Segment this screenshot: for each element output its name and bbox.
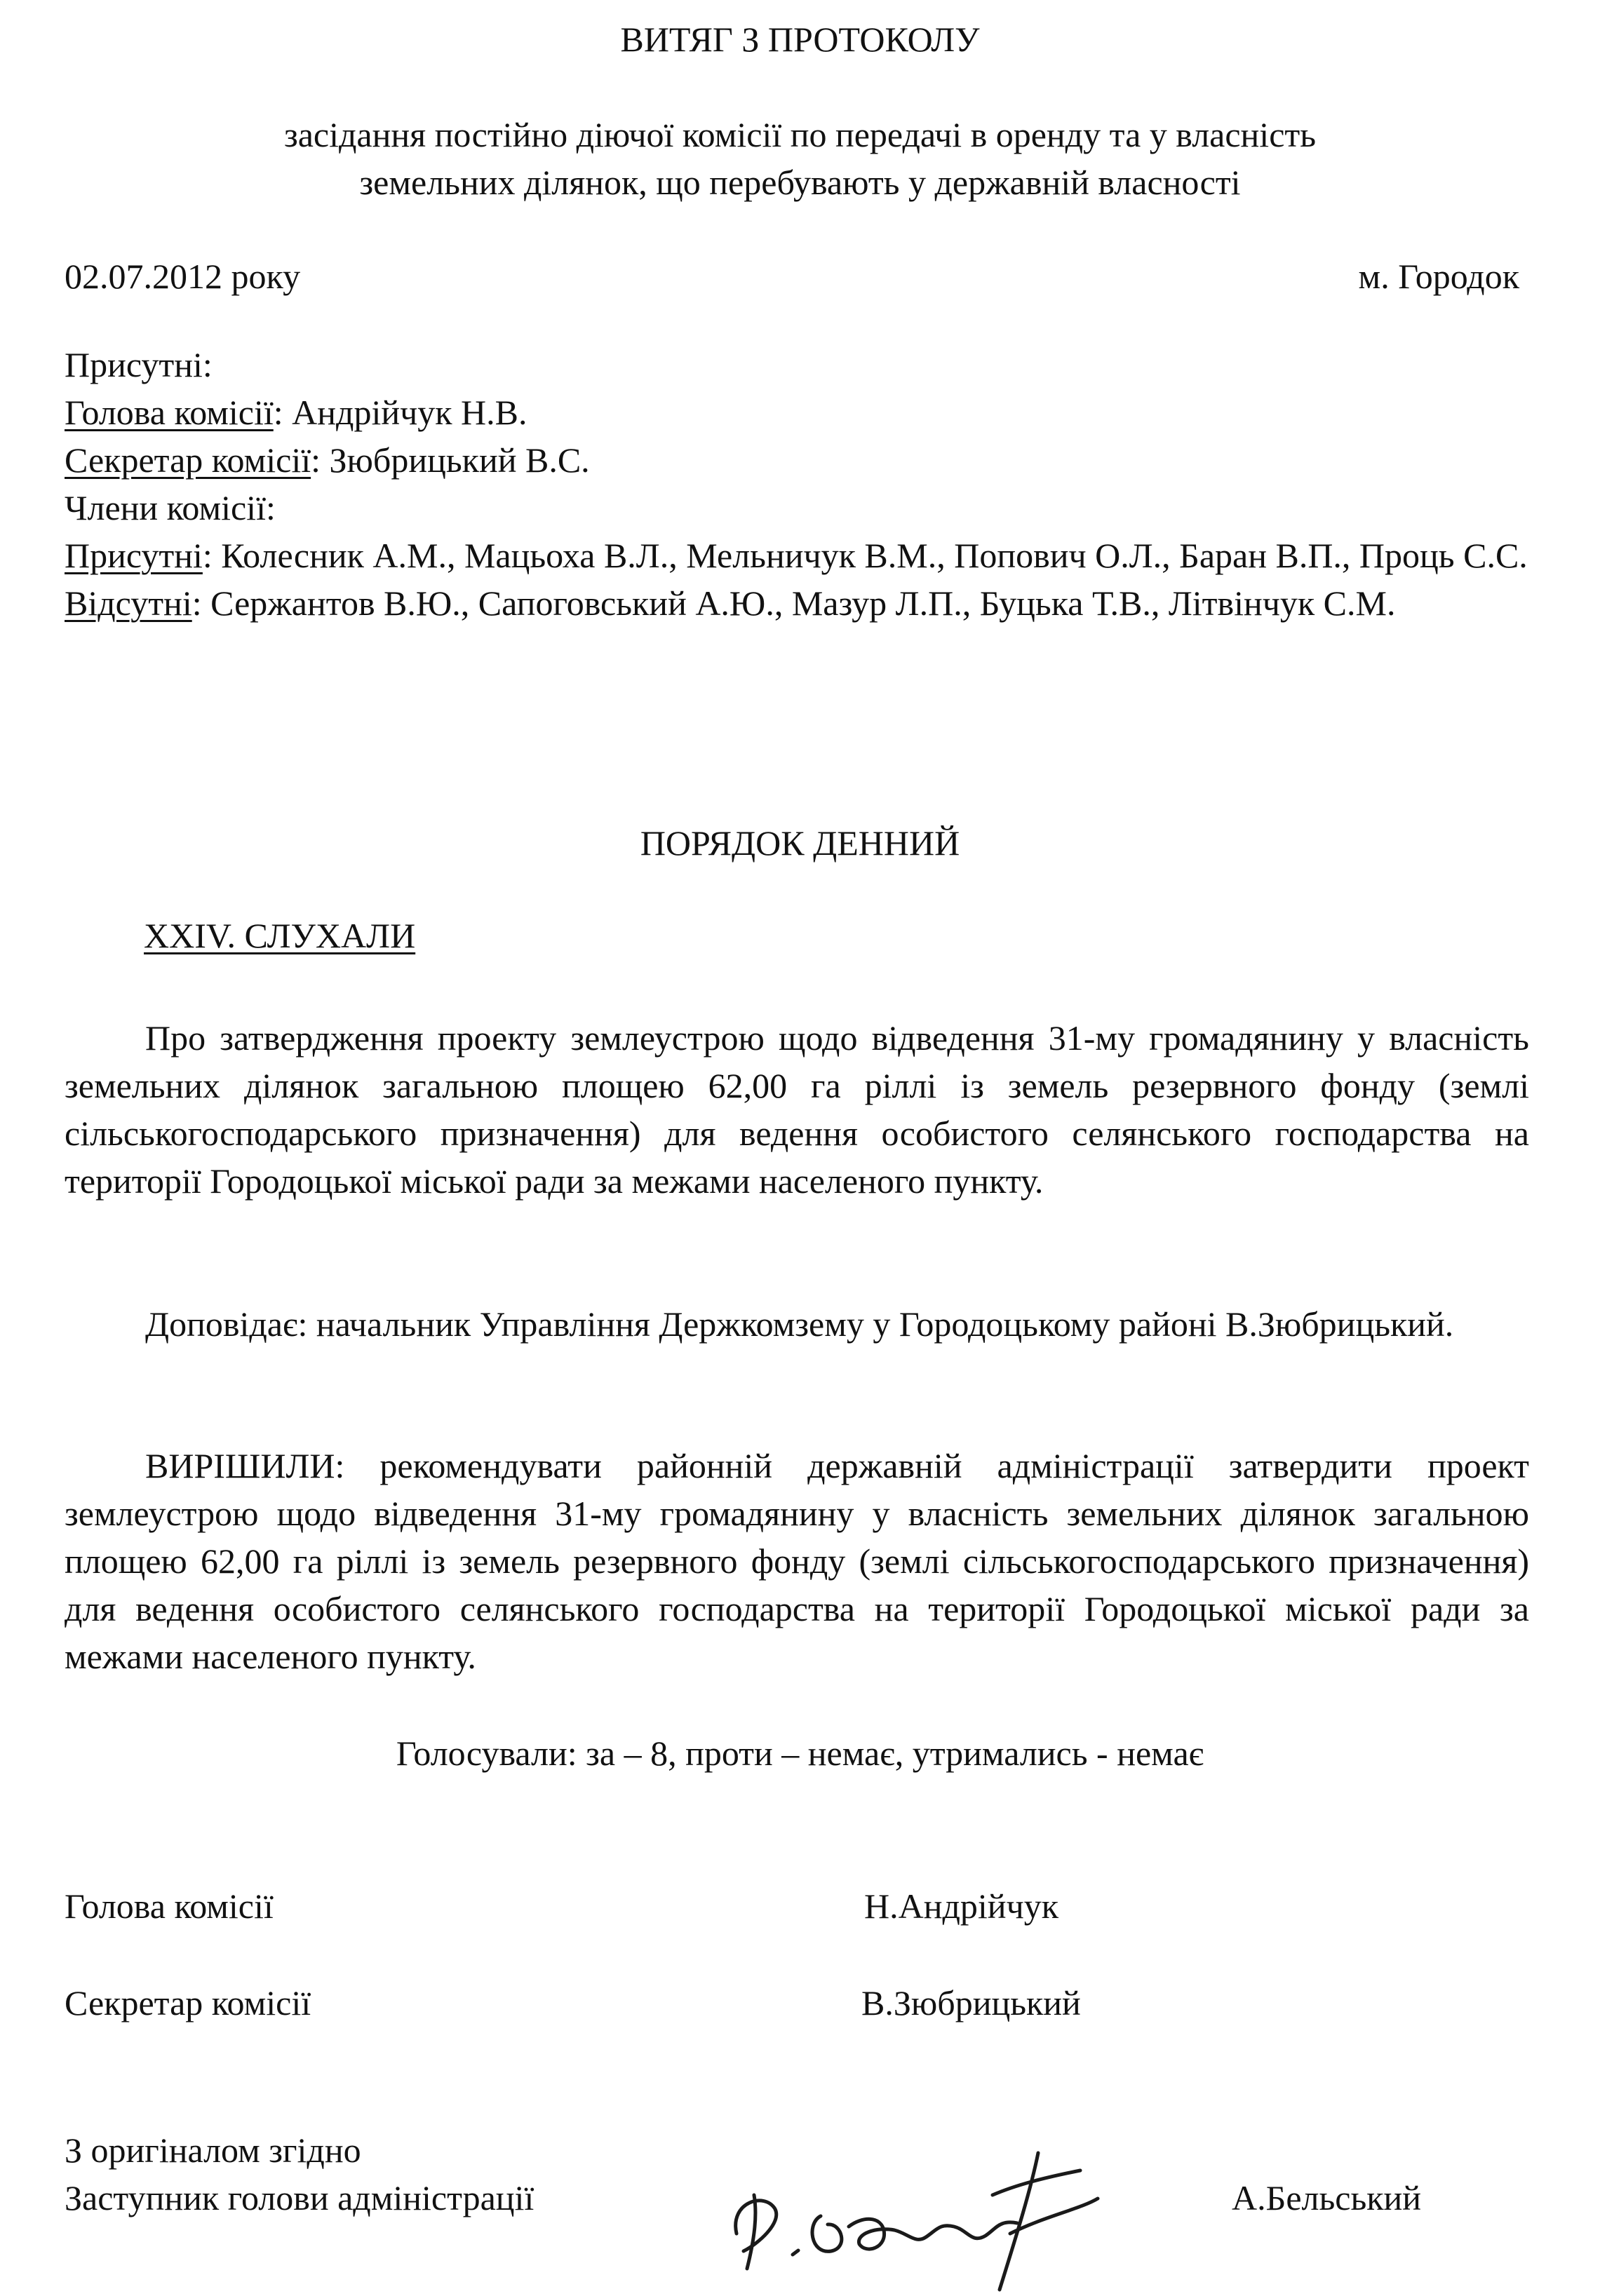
present-heading: Присутні: (65, 345, 213, 384)
deputy-name: А.Бельський (1232, 2178, 1422, 2217)
chair-line (65, 389, 1529, 436)
document-subtitle-line2: земельних ділянок, що перебувають у державній власності (359, 163, 1241, 202)
members-absent-label: Відсутні (65, 583, 192, 623)
agenda-item-heading: XXIV. СЛУХАЛИ (144, 916, 416, 955)
meeting-date: 02.07.2012 року (65, 257, 301, 296)
secretary-line (65, 436, 1529, 484)
vote-result: Голосували: за – 8, проти – немає, утримались - немає (396, 1734, 1204, 1773)
secretary-label: Секретар комісії (65, 440, 311, 480)
document-title: ВИТЯГ З ПРОТОКОЛУ (620, 20, 980, 59)
secretary-value: : Зюбрицький В.С. (311, 440, 590, 480)
agenda-heading: ПОРЯДОК ДЕННИЙ (640, 823, 960, 863)
meeting-place: м. Городок (1358, 257, 1519, 296)
certified-line2: Заступник голови адміністрації (65, 2178, 535, 2217)
members-absent-line (65, 579, 1529, 627)
document-subtitle-line1: засідання постійно діючої комісії по передачі в оренду та у власність (283, 115, 1317, 154)
members-present-line (65, 532, 1529, 579)
certified-line1: З оригіналом згідно (65, 2130, 361, 2170)
reporter-paragraph: Доповідає: начальник Управління Держкомзему у Городоцькому районі В.Зюбрицький. (145, 1304, 1454, 1344)
chair-label: Голова комісії (65, 393, 274, 432)
item-text-paragraph: Про затвердження проекту землеустрою щодо відведення 31-му громадянину у власність земельних ділянок загальною площею 62,00 га ріллі із земель резервного фонду (землі сільськогосподарського призначення) для ведення особистого селянського господарства на території Городоцької міської ради за межами населеного пункту. (65, 1018, 1529, 1201)
secretary-title: Секретар комісії (65, 1983, 311, 2022)
reporter-section (65, 1300, 1529, 1348)
secretary-name: В.Зюбрицький (861, 1983, 1081, 2022)
agenda-item-text (65, 1014, 1529, 1205)
chair-title: Голова комісії (65, 1886, 274, 1926)
members-absent-value: : Сержантов В.Ю., Сапоговський А.Ю., Мазур Л.П., Буцька Т.В., Літвінчук С.М. (191, 583, 1396, 623)
members-present-label: Присутні (65, 536, 203, 575)
chair-name: Н.Андрійчук (864, 1886, 1059, 1926)
members-heading: Члени комісії: (65, 488, 276, 527)
chair-value: : Андрійчук Н.В. (273, 393, 527, 432)
handwritten-signature (715, 2111, 1108, 2293)
decision-section (65, 1442, 1529, 1680)
members-present-value: : Колесник А.М., Мацьоха В.Л., Мельничук В.М., Попович О.Л., Баран В.П., Проць С.С. (202, 536, 1528, 575)
decision-paragraph: ВИРІШИЛИ: рекомендувати районній державній адміністрації затвердити проект землеустрою щодо відведення 31-му громадянину у власність земельних ділянок загальною площею 62,00 га ріллі із земель резервного фонду (землі сільськогосподарського призначення) для ведення особистого селянського господарства на території Городоцької міської ради за межами населеного пункту. (65, 1446, 1529, 1676)
attendance-section (65, 341, 1529, 627)
